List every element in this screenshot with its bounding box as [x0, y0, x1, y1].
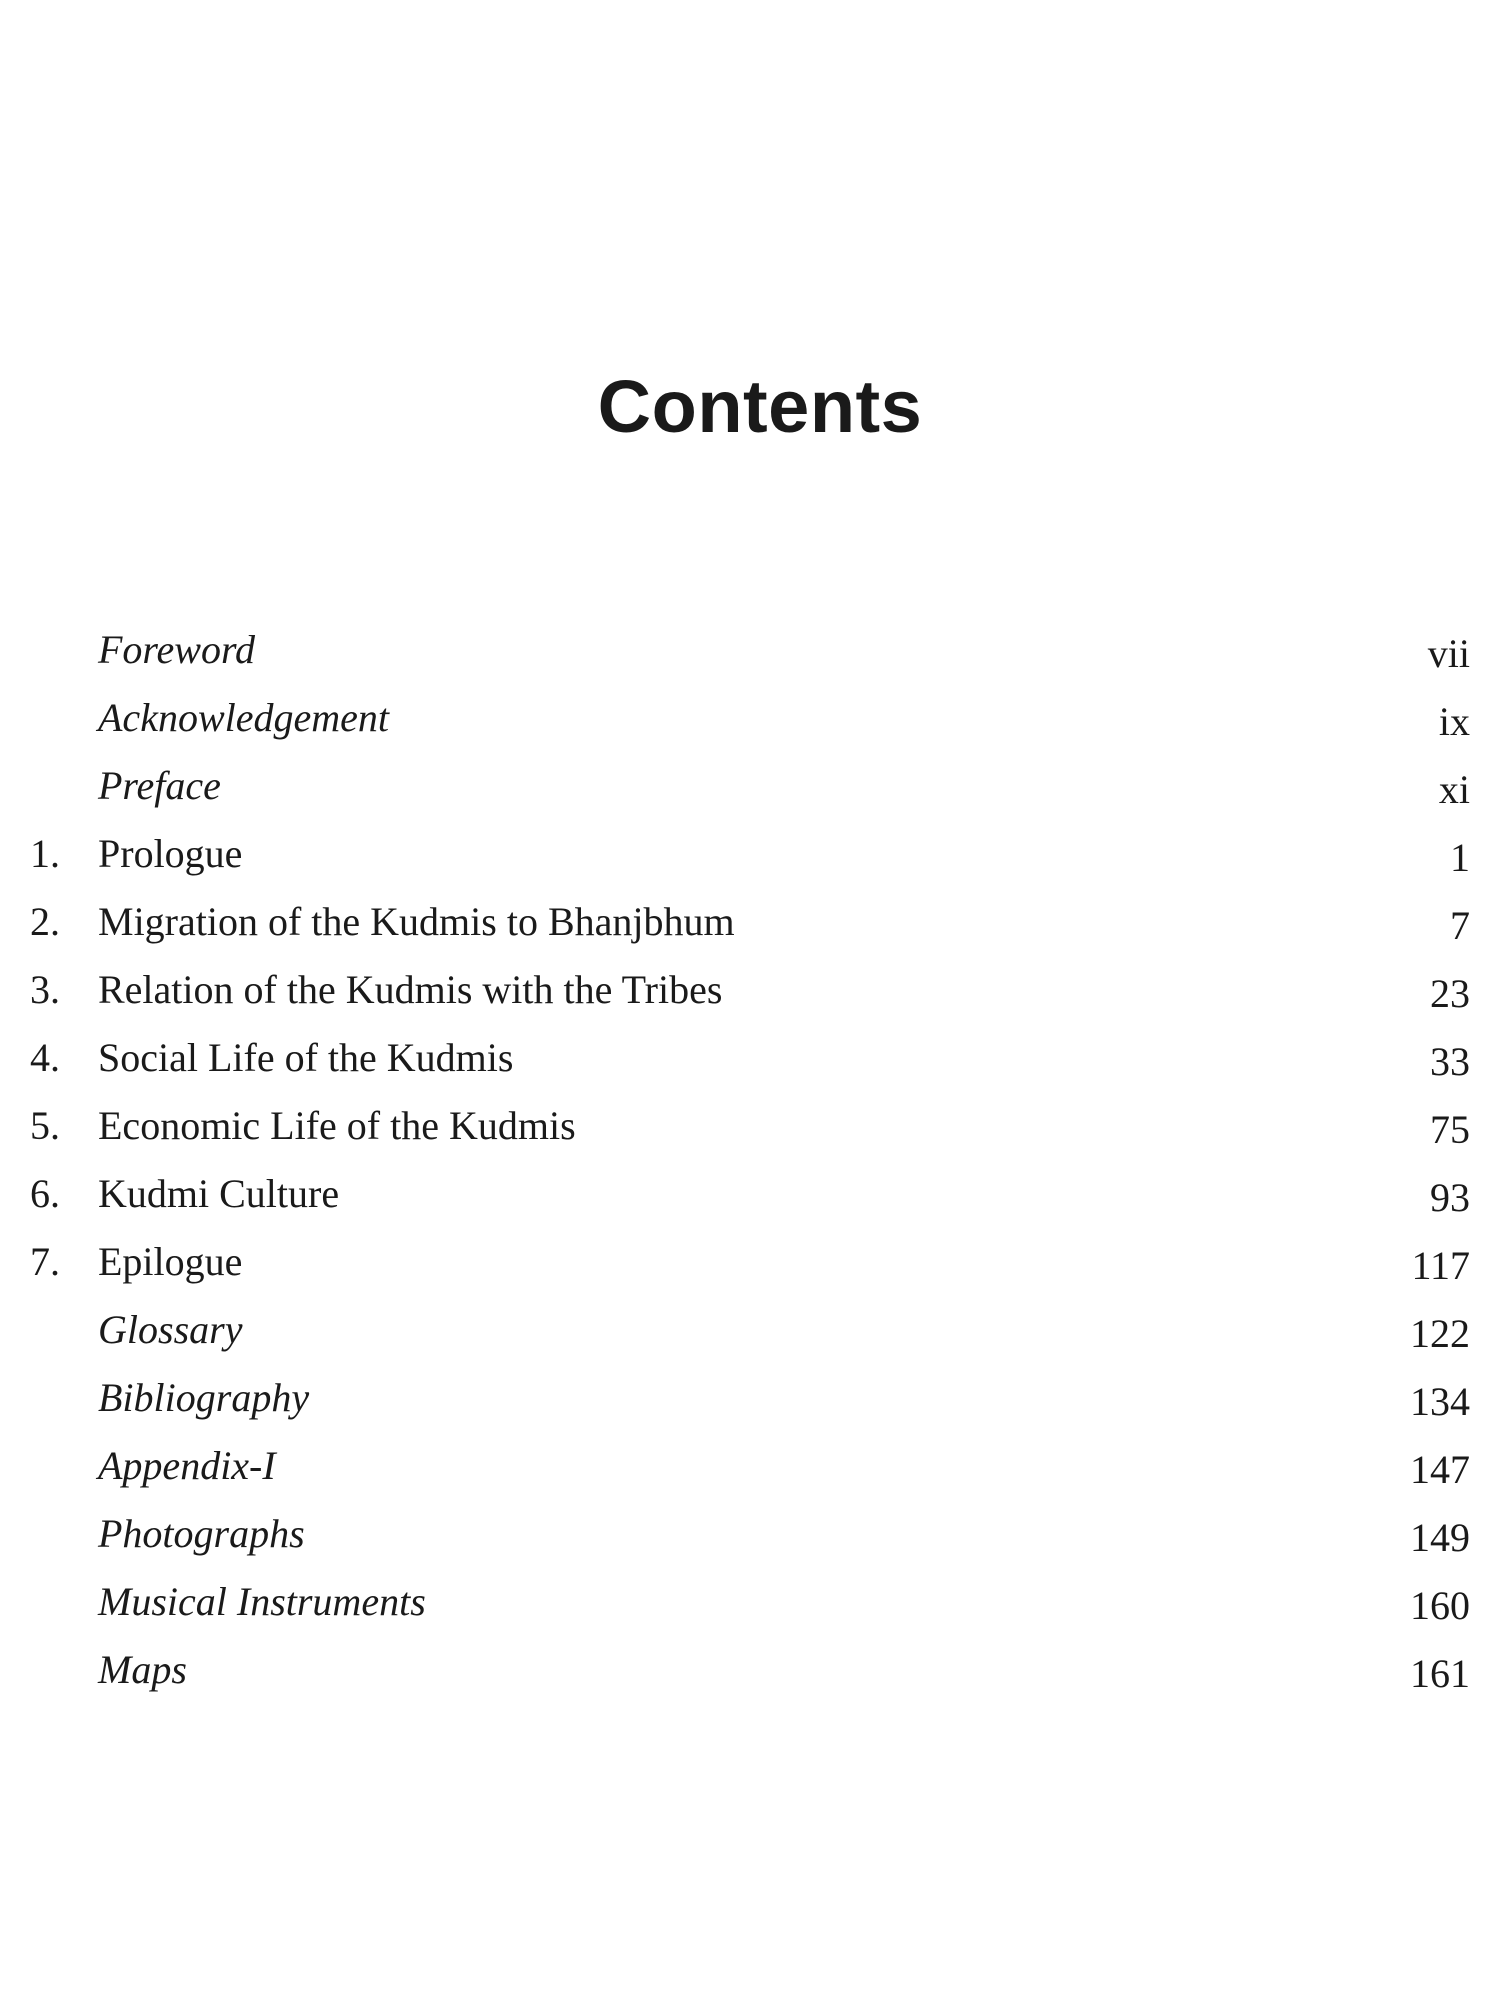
- toc-entry[interactable]: [0, 684, 1500, 752]
- toc-entry-page: 160: [1410, 1583, 1470, 1628]
- toc-entry-page: vii: [1427, 631, 1470, 676]
- toc-entry[interactable]: [0, 1024, 1500, 1092]
- toc-entry-title: Preface: [98, 763, 221, 808]
- toc-entry[interactable]: [0, 1636, 1500, 1704]
- toc-entry-page: 7: [1450, 903, 1470, 948]
- toc-entry-page: 134: [1410, 1379, 1470, 1424]
- toc-entry-title: Economic Life of the Kudmis: [98, 1103, 576, 1148]
- toc-entry-page: 23: [1430, 971, 1470, 1016]
- toc-entry-title: Appendix-I: [98, 1443, 276, 1488]
- toc-entry[interactable]: [0, 1228, 1500, 1296]
- toc-entry-title: Epilogue: [98, 1239, 243, 1284]
- toc-entry-page: 117: [1411, 1243, 1470, 1288]
- toc-entry-number: 7.: [30, 1239, 60, 1284]
- toc-entry-page: 93: [1430, 1175, 1470, 1220]
- toc-entry-page: 147: [1410, 1447, 1470, 1492]
- toc-entry[interactable]: [0, 1160, 1500, 1228]
- toc-entry-page: 1: [1450, 835, 1470, 880]
- toc-entry-number: 3.: [30, 967, 60, 1012]
- toc-entry-title: Bibliography: [98, 1375, 310, 1420]
- toc-entry[interactable]: [0, 956, 1500, 1024]
- toc-entry-page: 161: [1410, 1651, 1470, 1696]
- toc-entry[interactable]: [0, 1364, 1500, 1432]
- toc-entry-title: Relation of the Kudmis with the Tribes: [98, 967, 723, 1012]
- toc-entry[interactable]: [0, 616, 1500, 684]
- toc-entry-page: 122: [1410, 1311, 1470, 1356]
- toc-entry-title: Migration of the Kudmis to Bhanjbhum: [98, 899, 735, 944]
- toc-entry-title: Maps: [98, 1647, 187, 1692]
- toc-entry-page: 149: [1410, 1515, 1470, 1560]
- toc-entry[interactable]: [0, 820, 1500, 888]
- toc-entry-number: 6.: [30, 1171, 60, 1216]
- toc-entry-number: 5.: [30, 1103, 60, 1148]
- toc-entry-title: Musical Instruments: [98, 1579, 426, 1624]
- table-of-contents: [0, 616, 1500, 1704]
- toc-entry-title: Social Life of the Kudmis: [98, 1035, 514, 1080]
- toc-entry-number: 2.: [30, 899, 60, 944]
- toc-entry-page: ix: [1438, 699, 1470, 744]
- toc-entry-title: Foreword: [98, 627, 256, 672]
- toc-entry[interactable]: [0, 888, 1500, 956]
- toc-entry-title: Acknowledgement: [98, 695, 389, 740]
- toc-entry-number: 4.: [30, 1035, 60, 1080]
- toc-entry-title: Photographs: [98, 1511, 305, 1556]
- toc-entry[interactable]: [0, 1568, 1500, 1636]
- toc-entry[interactable]: [0, 752, 1500, 820]
- toc-entry-title: Kudmi Culture: [98, 1171, 340, 1216]
- toc-entry-number: 1.: [30, 831, 60, 876]
- toc-entry[interactable]: [0, 1092, 1500, 1160]
- toc-entry-page: 75: [1430, 1107, 1470, 1152]
- toc-entry-page: 33: [1430, 1039, 1470, 1084]
- toc-entry-title: Prologue: [98, 831, 243, 876]
- toc-entry[interactable]: [0, 1296, 1500, 1364]
- toc-entry-page: xi: [1438, 767, 1470, 812]
- toc-entry[interactable]: [0, 1500, 1500, 1568]
- page-title: Contents: [597, 365, 923, 448]
- toc-entry-title: Glossary: [98, 1307, 243, 1352]
- toc-entry[interactable]: [0, 1432, 1500, 1500]
